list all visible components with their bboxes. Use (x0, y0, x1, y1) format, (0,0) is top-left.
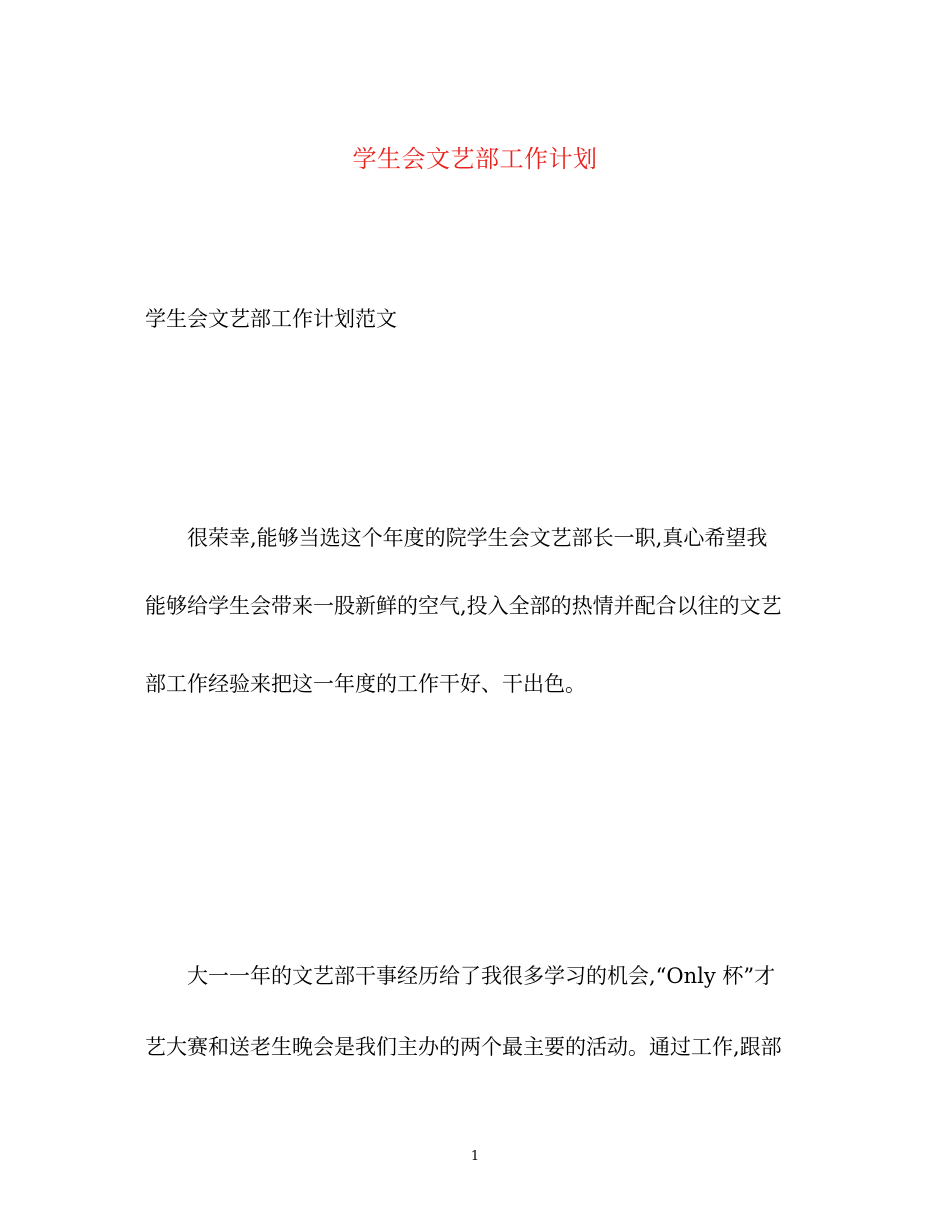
document-title: 学生会文艺部工作计划 (352, 145, 598, 173)
paragraph-2-line-2: 艺大赛和送老生晚会是我们主办的两个最主要的活动。通过工作,跟部 (145, 1035, 782, 1059)
paragraph-2-line-1: 大一一年的文艺部干事经历给了我很多学习的机会,“Only 杯”才 (187, 964, 776, 988)
paragraph-1-line-3: 部工作经验来把这一年度的工作干好、干出色。 (145, 672, 586, 696)
page-number: 1 (470, 1149, 480, 1164)
paragraph-1-line-2: 能够给学生会带来一股新鲜的空气,投入全部的热情并配合以往的文艺 (145, 594, 782, 618)
paragraph-1-line-1: 很荣幸,能够当选这个年度的院学生会文艺部长一职,真心希望我 (187, 526, 768, 550)
document-subtitle: 学生会文艺部工作计划范文 (145, 307, 397, 331)
